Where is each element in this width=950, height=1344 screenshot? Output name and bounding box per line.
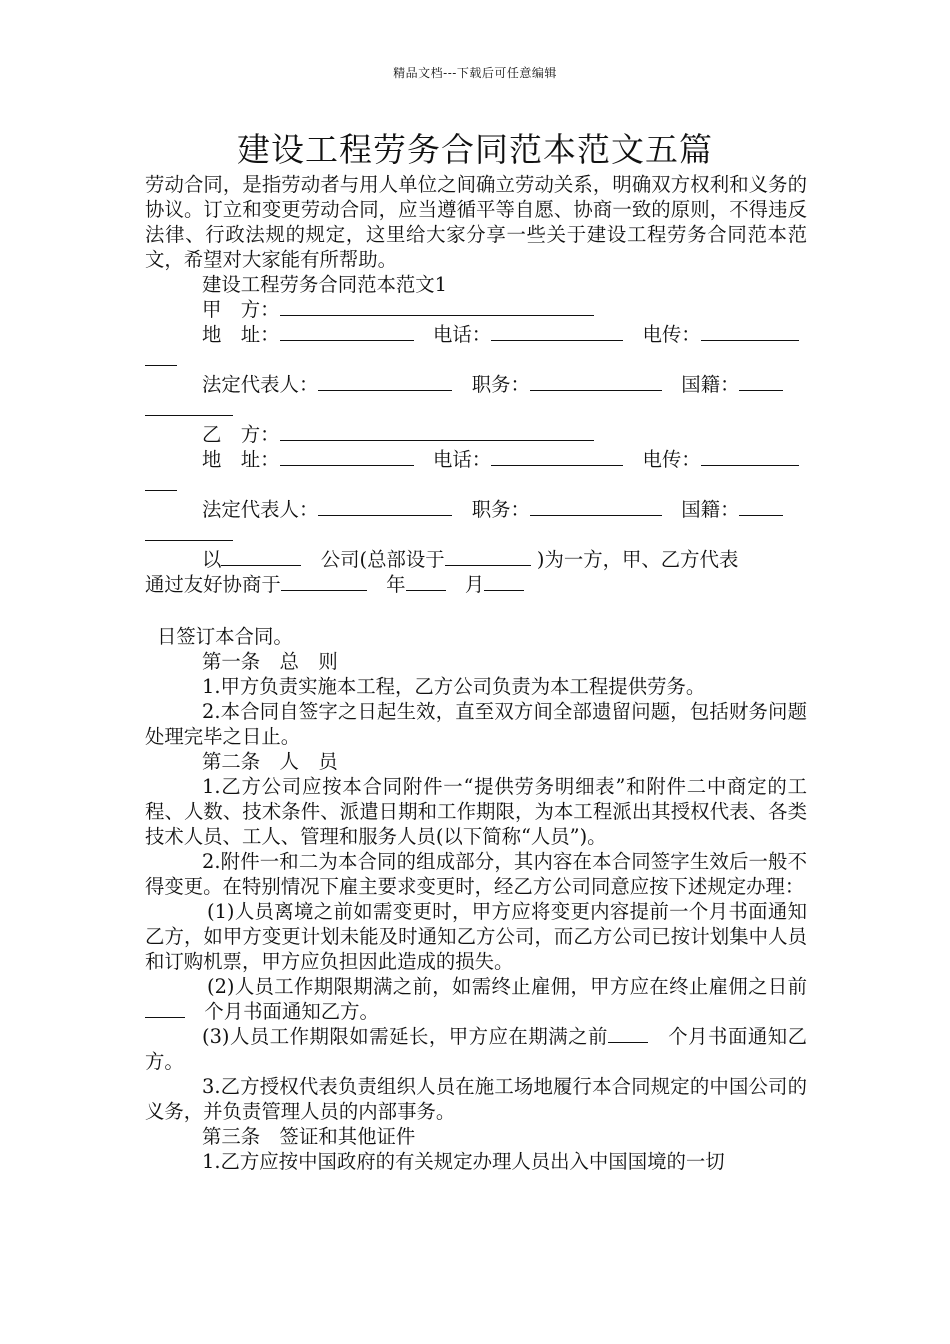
party-b-label: 乙 方： <box>202 423 280 446</box>
party-b-row <box>145 422 807 447</box>
agreement-text: )为一方，甲、乙方代表 <box>536 548 739 571</box>
article-3-clause-1: 1.乙方应按中国政府的有关规定办理人员出入中国国境的一切 <box>202 1150 725 1173</box>
article-3-heading: 第三条 签证和其他证件 <box>202 1125 416 1148</box>
agreement-text: 年 <box>386 573 406 596</box>
article-2-clause-2: 2.附件一和二为本合同的组成部分，其内容在本合同签字生效后一般不得变更。在特别情况下雇主要求变更时，经乙方公司同意应按下述规定办理： <box>145 850 807 898</box>
section-title: 建设工程劳务合同范本范文1 <box>202 273 448 296</box>
party-b-rep-row <box>145 497 807 522</box>
nationality-blank-cont <box>145 524 233 541</box>
subclause-text: 个月书面通知乙方。 <box>145 1025 808 1073</box>
month-blank <box>406 572 446 591</box>
nationality-blank <box>739 497 783 516</box>
agreement-text: 月 <box>464 573 485 596</box>
document-body <box>145 172 807 1174</box>
continuation-line <box>145 522 807 547</box>
fax-blank <box>701 447 799 466</box>
continuation-line <box>145 397 807 422</box>
phone-blank <box>491 322 623 341</box>
position-blank <box>530 372 662 391</box>
phone-label: 电话： <box>432 448 492 471</box>
nationality-blank <box>739 372 783 391</box>
nationality-label: 国籍： <box>681 373 740 396</box>
continuation-line <box>145 347 807 372</box>
party-b-blank <box>280 422 594 441</box>
agreement-text: 以 <box>202 548 222 571</box>
article-2-subclause-1: (1)人员离境之前如需变更时，甲方应将变更内容提前一个月书面通知乙方，如甲方变更计划未能及时通知乙方公司，而乙方公司已按计划集中人员和订购机票，甲方应负担因此造成的损失。 <box>145 900 807 973</box>
article-2-subclause-3 <box>145 1024 807 1074</box>
fax-label: 电传： <box>642 323 701 346</box>
article-1-heading: 第一条 总 则 <box>202 650 338 673</box>
address-label: 地 址： <box>202 448 280 471</box>
article-2-clause-3: 3.乙方授权代表负责组织人员在施工场地履行本合同规定的中国公司的义务，并负责管理人员的内部事务。 <box>145 1075 807 1123</box>
hq-blank <box>445 547 531 566</box>
fax-blank-cont <box>145 349 177 366</box>
legal-rep-blank <box>318 372 452 391</box>
party-a-blank <box>280 297 594 316</box>
day-blank <box>484 572 524 591</box>
spacer <box>145 597 807 624</box>
year-blank <box>281 572 367 591</box>
document-title: 建设工程劳务合同范本范文五篇 <box>237 130 713 169</box>
agreement-text: 公司(总部设于 <box>320 548 445 571</box>
position-label: 职务： <box>471 373 530 396</box>
fax-label: 电传： <box>642 448 701 471</box>
page-header: 精品文档---下载后可任意编辑 <box>393 66 557 80</box>
company-blank <box>221 547 301 566</box>
party-a-rep-row <box>145 372 807 397</box>
article-1-clause-2: 2.本合同自签字之日起生效，直至双方间全部遗留问题，包括财务问题处理完毕之日止。 <box>145 700 807 748</box>
legal-rep-label: 法定代表人： <box>202 373 319 396</box>
article-2-heading: 第二条 人 员 <box>202 750 338 773</box>
phone-label: 电话： <box>432 323 492 346</box>
party-a-address-row <box>145 322 807 347</box>
agreement-line-1 <box>145 547 807 572</box>
address-blank <box>280 447 414 466</box>
nationality-blank-cont <box>145 399 233 416</box>
nationality-label: 国籍： <box>681 498 740 521</box>
continuation-line <box>145 472 807 497</box>
phone-blank <box>491 447 623 466</box>
legal-rep-blank <box>318 497 452 516</box>
legal-rep-label: 法定代表人： <box>202 498 319 521</box>
address-label: 地 址： <box>202 323 280 346</box>
subclause-text: (3)人员工作期限如需延长，甲方应在期满之前 <box>202 1025 608 1048</box>
fax-blank <box>701 322 799 341</box>
position-label: 职务： <box>471 498 530 521</box>
agreement-text: 通过友好协商于 <box>145 573 281 596</box>
article-1-clause-1: 1.甲方负责实施本工程，乙方公司负责为本工程提供劳务。 <box>202 675 706 698</box>
subclause-text: (2)人员工作期限期满之前，如需终止雇佣，甲方应在终止雇佣之日前 <box>207 975 807 998</box>
party-a-label: 甲 方： <box>202 298 280 321</box>
sign-line: 日签订本合同。 <box>157 625 293 648</box>
fax-blank-cont <box>145 474 177 491</box>
position-blank <box>530 497 662 516</box>
address-blank <box>280 322 414 341</box>
months-blank <box>145 999 185 1018</box>
party-b-address-row <box>145 447 807 472</box>
article-2-subclause-2 <box>145 974 807 1024</box>
intro-paragraph: 劳动合同，是指劳动者与用人单位之间确立劳动关系，明确双方权利和义务的协议。订立和变更劳动合同，应当遵循平等自愿、协商一致的原则，不得违反法律、行政法规的规定，这里给大家分享一些关于建设工程劳务合同范本范文，希望对大家能有所帮助。 <box>145 173 807 271</box>
agreement-line-2 <box>145 572 807 597</box>
months-blank <box>608 1024 648 1043</box>
article-2-clause-1: 1.乙方公司应按本合同附件一“提供劳务明细表”和附件二中商定的工程、人数、技术条件、派遣日期和工作期限，为本工程派出其授权代表、各类技术人员、工人、管理和服务人员(以下简称“人员”)。 <box>145 775 807 848</box>
subclause-text: 个月书面通知乙方。 <box>204 1000 379 1023</box>
party-a-row <box>145 297 807 322</box>
